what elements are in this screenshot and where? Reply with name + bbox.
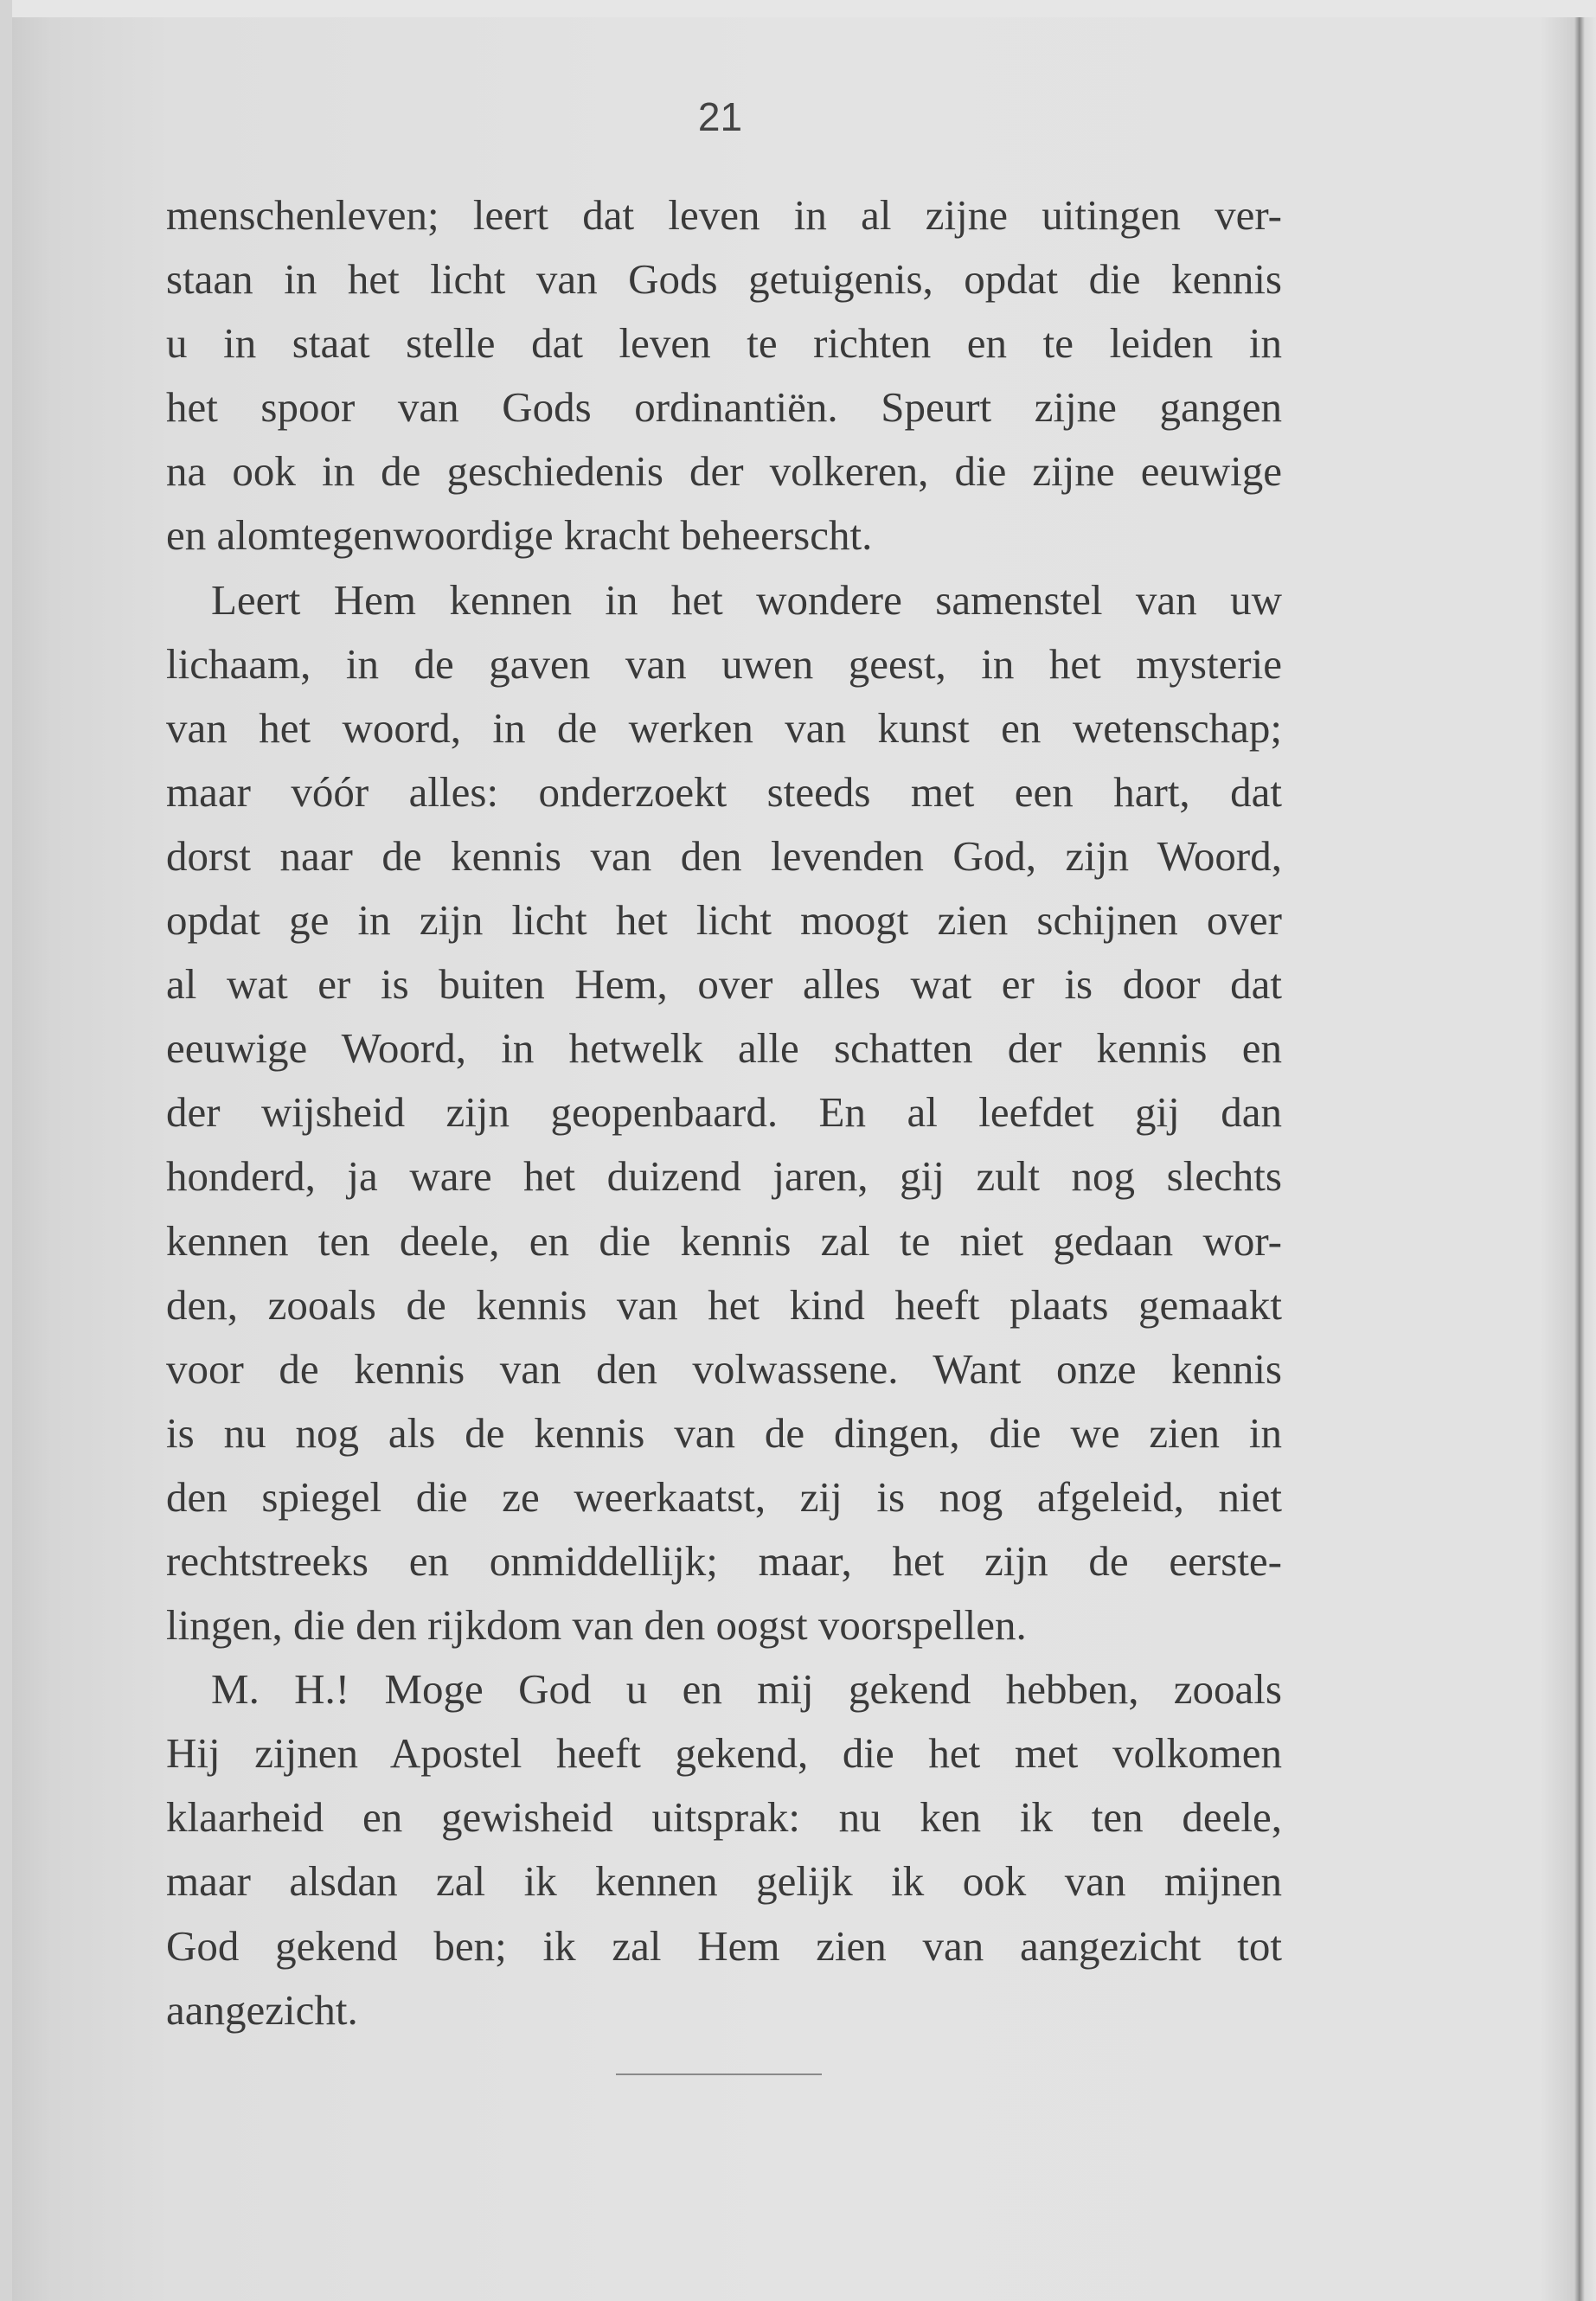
text-line: is nu nog als de kennis van de dingen, die we zien in xyxy=(166,1408,1282,1457)
text-line: dorst naar de kennis van den levenden God, zijn Woord, xyxy=(166,831,1282,880)
text-line: M. H.! Moge God u en mij gekend hebben, zooals xyxy=(211,1665,1282,1714)
text-line: maar vóór alles: onderzoekt steeds met een hart, dat xyxy=(166,767,1282,816)
text-line: den, zooals de kennis van het kind heeft plaats gemaakt xyxy=(166,1280,1282,1329)
text-line: maar alsdan zal ik kennen gelijk ik ook van mijnen xyxy=(166,1857,1282,1906)
text-line: den spiegel die ze weerkaatst, zij is nog afgeleid, niet xyxy=(166,1472,1282,1521)
text-line: honderd, ja ware het duizend jaren, gij zult nog slechts xyxy=(166,1152,1282,1201)
text-line: rechtstreeks en onmiddellijk; maar, het zijn de eerste- xyxy=(166,1536,1282,1585)
text-line: en alomtegenwoordige kracht beheerscht. xyxy=(166,511,873,560)
end-rule xyxy=(616,2073,822,2075)
text-line: na ook in de geschiedenis der volkeren, die zijne eeuwige xyxy=(166,447,1282,496)
text-line: opdat ge in zijn licht het licht moogt zien schijnen over xyxy=(166,896,1282,945)
page-top-edge xyxy=(0,0,1596,17)
text-line: Leert Hem kennen in het wondere samenstel van uw xyxy=(211,575,1282,624)
text-line: voor de kennis van den volwassene. Want onze kennis xyxy=(166,1344,1282,1393)
page-number: 21 xyxy=(697,94,743,139)
page-left-edge xyxy=(0,0,12,2301)
text-line: u in staat stelle dat leven te richten en te leiden in xyxy=(166,319,1282,368)
text-line: staan in het licht van Gods getuigenis, opdat die kennis xyxy=(166,255,1282,304)
text-line: al wat er is buiten Hem, over alles wat er is door dat xyxy=(166,960,1282,1009)
text-line: eeuwige Woord, in hetwelk alle schatten der kennis en xyxy=(166,1024,1282,1073)
text-line: Hij zijnen Apostel heeft gekend, die het met volkomen xyxy=(166,1729,1282,1778)
text-line: lingen, die den rijkdom van den oogst voorspellen. xyxy=(166,1601,1027,1650)
text-line: God gekend ben; ik zal Hem zien van aangezicht tot xyxy=(166,1921,1282,1970)
text-line: lichaam, in de gaven van uwen geest, in het mysterie xyxy=(166,639,1282,688)
text-line: aangezicht. xyxy=(166,1985,358,2034)
text-line: van het woord, in de werken van kunst en wetenschap; xyxy=(166,703,1282,752)
text-line: klaarheid en gewisheid uitsprak: nu ken ik ten deele, xyxy=(166,1793,1282,1842)
text-line: der wijsheid zijn geopenbaard. En al leefdet gij dan xyxy=(166,1088,1282,1137)
body-text xyxy=(166,183,1282,2042)
text-line: het spoor van Gods ordinantiën. Speurt zijne gangen xyxy=(166,383,1282,432)
text-line: kennen ten deele, en die kennis zal te niet gedaan wor- xyxy=(166,1216,1282,1265)
text-line: menschenleven; leert dat leven in al zijne uitingen ver- xyxy=(166,191,1282,239)
